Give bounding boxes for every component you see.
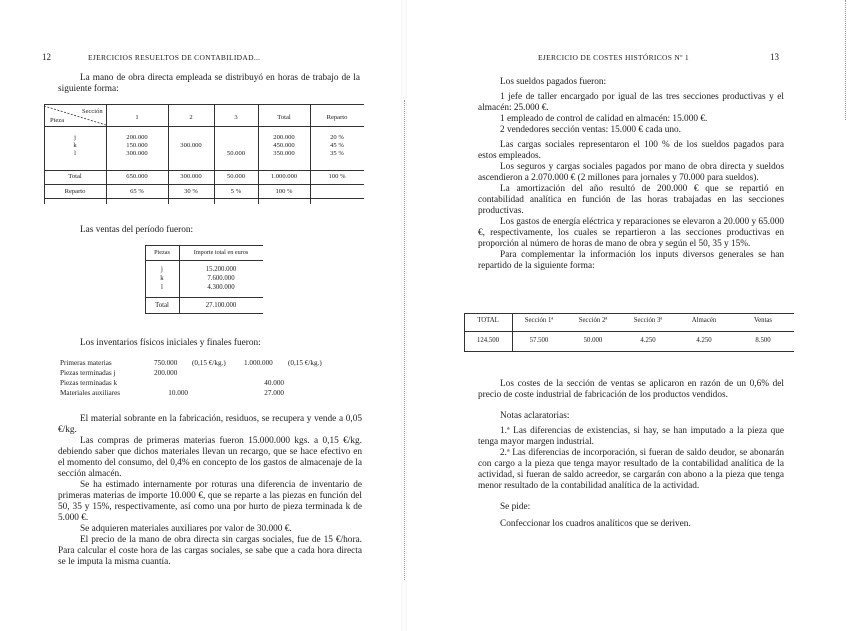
cell: (0,15 €/kg.): [288, 359, 322, 367]
col-header: Reparto: [326, 114, 348, 121]
cell: [214, 142, 258, 150]
col-header: Almacén: [691, 317, 717, 324]
cell: Total: [68, 173, 82, 180]
cell: [242, 368, 286, 378]
paragraph: Las ventas del período fueron:: [80, 225, 194, 235]
corner-section-label: Sección: [82, 108, 103, 115]
page-number: 13: [770, 52, 779, 62]
cell: 100 %: [328, 173, 346, 180]
cell: [286, 368, 324, 378]
labor-intro: [58, 73, 360, 95]
paragraph: Los gastos de energía eléctrica y reparaciones se elevaron a 20.000 y 65.000 €, respectivamente, los cuales se repartieron a las secciones productivas en proporción al número de horas de mano de obra y según el 50, 35 y 15%.: [478, 217, 784, 249]
cell: 4.250: [640, 337, 656, 344]
left-body-text: [58, 414, 362, 568]
running-header: EJERCICIOS RESUELTOS DE CONTABILIDAD...: [88, 53, 261, 62]
cell: 50.000: [226, 150, 246, 158]
cell: [214, 134, 258, 142]
cell: 200.000: [126, 134, 148, 141]
paragraph: Se adquieren materiales auxiliares por valor de 30.000 €.: [80, 524, 292, 534]
cell: 40.000: [264, 379, 284, 387]
table-row: [44, 188, 364, 196]
paragraph: 1 empleado de control de calidad en almacén: 15.000 €.: [500, 114, 708, 124]
table-row: [58, 358, 324, 368]
paragraph: La amortización del año resultó de 200.000 € que se repartió en contabilidad analítica en función de las horas trabajadas en las secciones productivas.: [478, 184, 784, 216]
cell: [286, 378, 324, 388]
cell: 10.000: [168, 389, 188, 397]
paragraph: La mano de obra directa empleada se distribuyó en horas de trabajo de la siguiente forma:: [58, 73, 360, 94]
cell: [168, 150, 214, 158]
col-header: Importe total en euros: [193, 249, 249, 256]
paragraph: Los costes de la sección de ventas se aplicaron en razón de un 0,6% del precio de coste industrial de fabricación de los productos vendidos.: [478, 379, 784, 400]
labor-reparto-row: [44, 188, 364, 196]
cell: 300.000: [180, 142, 202, 150]
paragraph: Las compras de primeras materias fueron 15.000.000 kgs. a 0,15 €/kg. debiendo saber que dichos materiales llevan un recargo, que se hace efectivo en el momento del consumo, del 0,4% en concepto de los gastos de almacenaje de la sección almacén.: [58, 436, 362, 479]
cell: 4.250: [696, 337, 712, 344]
cell: 200.000: [154, 369, 178, 377]
right-page: [408, 0, 848, 631]
paragraph: Confeccionar los cuadros analíticos que se deriven.: [500, 519, 691, 529]
cell: k: [73, 142, 77, 150]
cell: 300.000: [126, 150, 148, 158]
paragraph: 1 jefe de taller encargado por igual de las tres secciones productivas y el almacén: 25.000 €.: [478, 92, 784, 113]
cell: 65 %: [130, 188, 144, 195]
cell: 450.000: [273, 142, 295, 150]
paragraph: Las cargas sociales representaron el 100 % de los sueldos pagados para estos empleados.: [478, 140, 784, 161]
cell: 45 %: [330, 142, 344, 150]
cell: 300.000: [180, 173, 202, 180]
sales-table: [145, 245, 263, 315]
cell: Piezas terminadas k: [60, 379, 118, 387]
notes-title: Notas aclaratorias:: [500, 411, 570, 421]
table-row: [58, 378, 324, 388]
paragraph: 1.ª Las diferencias de existencias, si hay, se han imputado a la pieza que tenga mayor margen industrial.: [478, 426, 784, 447]
labor-total-row: [44, 173, 364, 181]
page-number: 12: [42, 52, 51, 62]
cell: 50.000: [226, 173, 246, 180]
cell: 20 %: [330, 134, 344, 141]
cell: Reparto: [64, 188, 86, 195]
cell: 7.600.000: [207, 275, 235, 282]
cell: 30 %: [184, 188, 198, 195]
cell: [152, 378, 190, 388]
table-row: [58, 388, 324, 398]
cell: 1.000.000: [244, 359, 273, 367]
corner-piece-label: Pieza: [50, 117, 65, 124]
cell: 650.000: [126, 173, 148, 180]
paragraph: 2 vendedores sección ventas: 15.000 € cada uno.: [500, 125, 681, 135]
paragraph: El material sobrante en la fabricación, residuos, se recupera y vende a 0,05 €/kg.: [58, 414, 362, 435]
col-header: 1: [135, 114, 139, 121]
cell: 4.300.000: [207, 284, 235, 291]
ask-title: Se pide:: [500, 502, 531, 512]
col-header: TOTAL: [477, 317, 499, 324]
col-header: Sección 3ª: [633, 317, 663, 324]
col-header: Piezas: [154, 249, 170, 256]
table-row: [464, 317, 794, 324]
cell: 1.000.000: [270, 173, 298, 180]
table-row: [464, 337, 794, 344]
inventory-table: [58, 358, 324, 398]
col-header: Total: [277, 114, 291, 121]
cell: [190, 368, 242, 378]
cell: [190, 378, 242, 388]
col-header: Sección 1ª: [524, 317, 554, 324]
table-row: [44, 173, 364, 181]
sales-intro: [58, 225, 360, 236]
costs-header-row: [464, 317, 794, 324]
cell: Primeras materias: [60, 359, 112, 367]
cell: 27.100.000: [205, 302, 237, 309]
cell: 100 %: [275, 188, 293, 195]
inventory-intro: [58, 338, 360, 349]
col-header: 2: [189, 114, 193, 121]
cell: 8.500: [755, 337, 771, 344]
cell: k: [160, 275, 164, 282]
cell: 50.000: [583, 337, 603, 344]
labor-rows: [44, 134, 364, 159]
paragraph: Los sueldos pagados fueron:: [500, 77, 607, 87]
cell: (0,15 €/kg.): [192, 359, 226, 367]
cell: l: [161, 284, 163, 291]
cell: [286, 388, 324, 398]
page-edge-mark: [844, 0, 846, 120]
cell: 750.000: [154, 359, 178, 367]
paragraph: 2.ª Las diferencias de incorporación, si fueran de saldo deudor, se abonarán con cargo a la pieza que tenga mayor resultado de la contabilidad analítica de la actividad, si fueran de saldo acreedor, se cargarán con abono a la pieza que tenga menor resultado de la contabilidad analítica de la actividad.: [478, 448, 784, 491]
cell: 27.000: [264, 389, 284, 397]
costs-value-row: [464, 337, 794, 344]
cell: 200.000: [273, 134, 295, 141]
paragraph: Se ha estimado internamente por roturas una diferencia de inventario de primeras materias de importe 10.000 €, que se reparte a las piezas en función del 50, 35 y 15%, respectivamente, así como una por hurto de pieza terminada k de 5.000 €.: [58, 480, 362, 523]
paragraph: Los seguros y cargas sociales pagados por mano de obra directa y sueldos ascendieron a 2.070.000 € (2 millones para jornales y 70.000 para sueldos).: [478, 162, 784, 183]
cell: 57.500: [529, 337, 549, 344]
gutter-shadow: [404, 100, 406, 580]
cell: 124.500: [476, 337, 500, 344]
table-row: [58, 368, 324, 378]
cell: 150.000: [126, 142, 148, 150]
col-header: Sección 2ª: [578, 317, 608, 324]
table-row: [44, 150, 364, 158]
costs-table: [464, 313, 794, 353]
cell: l: [74, 150, 76, 158]
cell: 350.000: [273, 150, 295, 158]
cell: 15.200.000: [205, 266, 237, 273]
running-header: EJERCICIO DE COSTES HISTÓRICOS Nº 1: [538, 53, 689, 62]
right-body-bottom: [478, 379, 784, 530]
paragraph: El precio de la mano de obra directa sin cargas sociales, fue de 15 €/hora. Para calcular el coste hora de las cargas sociales, se sabe que a cada hora directa se le imputa la misma cuantía.: [58, 535, 362, 567]
table-row: [44, 134, 364, 142]
col-header: Ventas: [753, 317, 773, 324]
cell: Total: [155, 302, 169, 309]
cell: [168, 134, 214, 142]
cell: [190, 388, 242, 398]
right-body-top: [478, 77, 784, 272]
cell: 5 %: [230, 188, 242, 195]
cell: j: [161, 266, 163, 273]
cell: Piezas terminadas j: [60, 369, 116, 377]
cell: 35 %: [330, 150, 344, 158]
paragraph: Para complementar la información los inputs diversos generales se han repartido de la siguiente forma:: [478, 250, 784, 271]
col-header: 3: [234, 114, 238, 121]
cell: j: [74, 134, 76, 141]
cell: Materiales auxiliares: [60, 389, 121, 397]
left-page: [0, 0, 400, 631]
paragraph: Los inventarios físicos iniciales y finales fueron:: [80, 338, 261, 348]
table-row: [44, 142, 364, 150]
